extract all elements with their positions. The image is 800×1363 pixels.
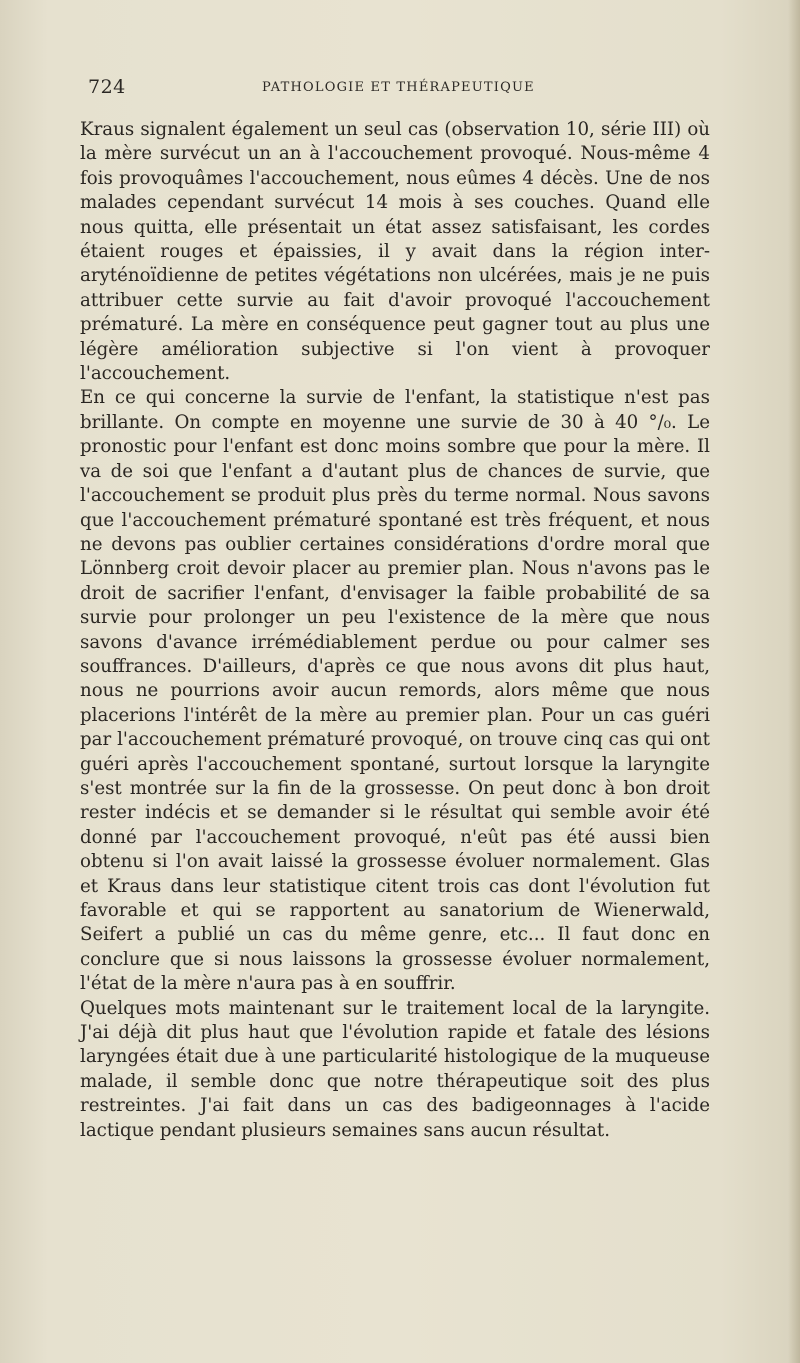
- paragraph: En ce qui concerne la survie de l'enfant, la statistique n'est pas brillante. On compte en moyenne une survie de 30 à 40 °/₀. Le pronostic pour l'enfant est donc moins sombre que pour la mère. Il va de soi que l'enfant a d'autant plus de chances de survie, que l'accouchement se produit plus près du terme normal. Nous savons que l'accouchement prématuré spontané est très fréquent, et nous ne devons pas oublier certaines considérations d'ordre moral que Lönnberg croit devoir placer au premier plan. Nous n'avons pas le droit de sacrifier l'enfant, d'envisager la faible probabilité de sa survie pour prolonger un peu l'existence de la mère que nous savons d'avance irrémédiablement perdue ou pour calmer ses souffrances. D'ailleurs, d'après ce que nous avons dit plus haut, nous ne pourrions avoir aucun remords, alors même que nous placerions l'intérêt de la mère au premier plan. Pour un cas guéri par l'accouchement prématuré provoqué, on trouve cinq cas qui ont guéri après l'accouchement spontané, surtout lorsque la laryngite s'est montrée sur la fin de la grossesse. On peut donc à bon droit rester indécis et se demander si le résultat qui semble avoir été donné par l'accouchement provoqué, n'eût pas été aussi bien obtenu si l'on avait laissé la grossesse évoluer normalement. Glas et Kraus dans leur statistique citent trois cas dont l'évolution fut favorable et qui se rapportent au sanatorium de Wienerwald, Seifert a publié un cas du même genre, etc... Il faut donc en conclure que si nous laissons la grossesse évoluer normalement, l'état de la mère n'aura pas à en souffrir.: [80, 387, 710, 995]
- page-edge-shadow: [788, 0, 800, 1363]
- body-text: [80, 118, 710, 1143]
- paragraph: Quelques mots maintenant sur le traitement local de la laryngite. J'ai déjà dit plus haut que l'évolution rapide et fatale des lésions laryngées était due à une particularité histologique de la muqueuse malade, il semble donc que notre thérapeutique soit des plus restreintes. J'ai fait dans un cas des badigeonnages à l'acide lactique pendant plusieurs semaines sans aucun résultat.: [80, 997, 710, 1141]
- running-title: PATHOLOGIE ET THÉRAPEUTIQUE: [262, 80, 535, 95]
- page-header: [80, 76, 710, 100]
- page-number: 724: [88, 76, 126, 98]
- paragraph: Kraus signalent également un seul cas (observation 10, série III) où la mère survécut un an à l'accouchement provoqué. Nous-même 4 fois provoquâmes l'accouchement, nous eûmes 4 décès. Une de nos malades cependant survécut 14 mois à ses couches. Quand elle nous quitta, elle présentait un état assez satisfaisant, les cordes étaient rouges et épaissies, il y avait dans la région inter-aryténoïdienne de petites végétations non ulcérées, mais je ne puis attribuer cette survie au fait d'avoir provoqué l'accouchement prématuré. La mère en conséquence peut gagner tout au plus une légère amélioration subjective si l'on vient à provoquer l'accouchement.: [80, 119, 710, 385]
